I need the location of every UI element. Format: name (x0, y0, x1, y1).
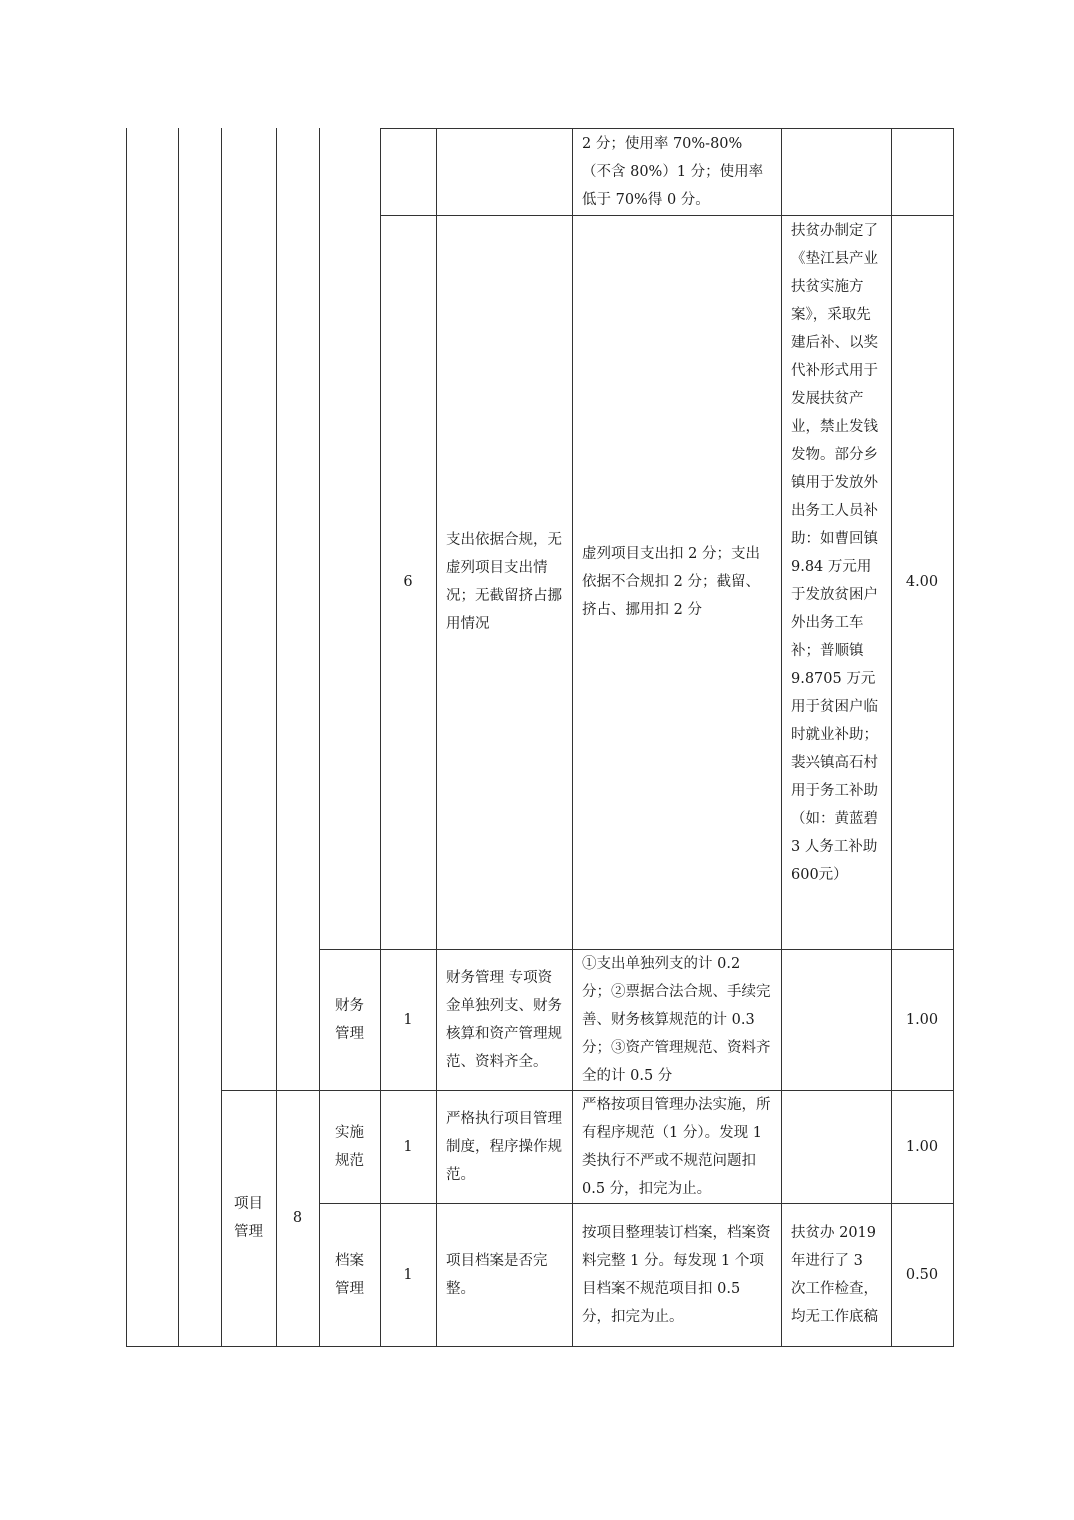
category-cell (221, 1090, 276, 1346)
finding-cell (781, 949, 891, 1090)
score-cell (891, 949, 953, 1090)
indicator-cell (436, 949, 572, 1090)
sub-indicator-label: 实施规范 (335, 1124, 364, 1169)
weight-cell (380, 215, 436, 949)
criteria-text: 2 分；使用率 70%-80%（不含 80%）1 分；使用率低于 70%得 0 分。 (582, 136, 764, 208)
finding-cell (781, 1203, 891, 1346)
weight-value: 1 (403, 1138, 413, 1155)
score-value: 1.00 (905, 1138, 939, 1155)
finding-cell (781, 215, 891, 949)
weight-value: 6 (403, 574, 413, 590)
criteria-text: 严格按项目管理办法实施，所有程序规范（1 分）。发现 1 类执行不严或不规范问题扣 0.5 分，扣完为止。 (582, 1096, 771, 1197)
indicator-text: 财务管理 专项资金单独列支、财务核算和资产管理规范、资料齐全。 (446, 969, 562, 1070)
score-value: 4.00 (905, 574, 939, 590)
indicator-cell (436, 1203, 572, 1346)
criteria-cell (572, 1203, 781, 1346)
sub-indicator-cell (319, 1090, 380, 1203)
score-cell (891, 215, 953, 949)
score-value: 1.00 (905, 1011, 939, 1028)
indicator-cell (436, 215, 572, 949)
sub-indicator-label: 财务管理 (335, 997, 364, 1042)
weight-value: 1 (403, 1266, 413, 1283)
criteria-cell (572, 1090, 781, 1203)
weight-cell (380, 949, 436, 1090)
indicator-text: 项目档案是否完整。 (446, 1252, 548, 1297)
table-column-line (178, 128, 179, 1347)
sub-indicator-cell (319, 949, 380, 1090)
category-label: 项目管理 (234, 1196, 263, 1240)
finding-text: 扶贫办 2019 年进行了 3 次工作检查，均无工作底稿 (791, 1224, 878, 1325)
weight-cell (380, 1090, 436, 1203)
criteria-text: 虚列项目支出扣 2 分；支出依据不合规扣 2 分；截留、挤占、挪用扣 2 分 (582, 546, 760, 618)
criteria-cell (572, 215, 781, 949)
table-border-right (953, 128, 954, 1347)
sub-indicator-cell (319, 1203, 380, 1346)
category-weight-cell (276, 1090, 319, 1346)
finding-cell (781, 1090, 891, 1203)
indicator-text: 支出依据合规，无虚列项目支出情况；无截留挤占挪用情况 (446, 532, 562, 632)
table-border-bottom (126, 1346, 954, 1347)
category-weight-value: 8 (292, 1210, 303, 1226)
score-cell (891, 1090, 953, 1203)
sub-indicator-label: 档案管理 (335, 1252, 364, 1297)
indicator-cell (436, 1090, 572, 1203)
criteria-text: 按项目整理装订档案，档案资料完整 1 分。每发现 1 个项目档案不规范项目扣 0.5 分，扣完为止。 (582, 1224, 771, 1325)
table-border-left (126, 128, 127, 1347)
weight-cell (380, 1203, 436, 1346)
weight-value: 1 (403, 1011, 413, 1028)
indicator-text: 严格执行项目管理制度，程序操作规范。 (446, 1110, 562, 1183)
criteria-cell-continued (572, 128, 781, 215)
score-cell (891, 1203, 953, 1346)
criteria-cell (572, 949, 781, 1090)
score-value: 0.50 (905, 1266, 939, 1283)
finding-text: 扶贫办制定了《垫江县产业扶贫实施方案》，采取先建后补、以奖代补形式用于发展扶贫产业，禁止发钱发物。部分乡镇用于发放外出务工人员补助：如曹回镇 9.84 万元用于发放贫困户外出务工车补；普顺镇 9.8705 万元用于贫困户临时就业补助；裴兴镇高石村用于务工补助（如：黄蓝碧 3 人务工补助600元） (791, 223, 878, 883)
criteria-text: ①支出单独列支的计 0.2 分；②票据合法合规、手续完善、财务核算规范的计 0.3 分；③资产管理规范、资料齐全的计 0.5 分 (582, 955, 771, 1084)
